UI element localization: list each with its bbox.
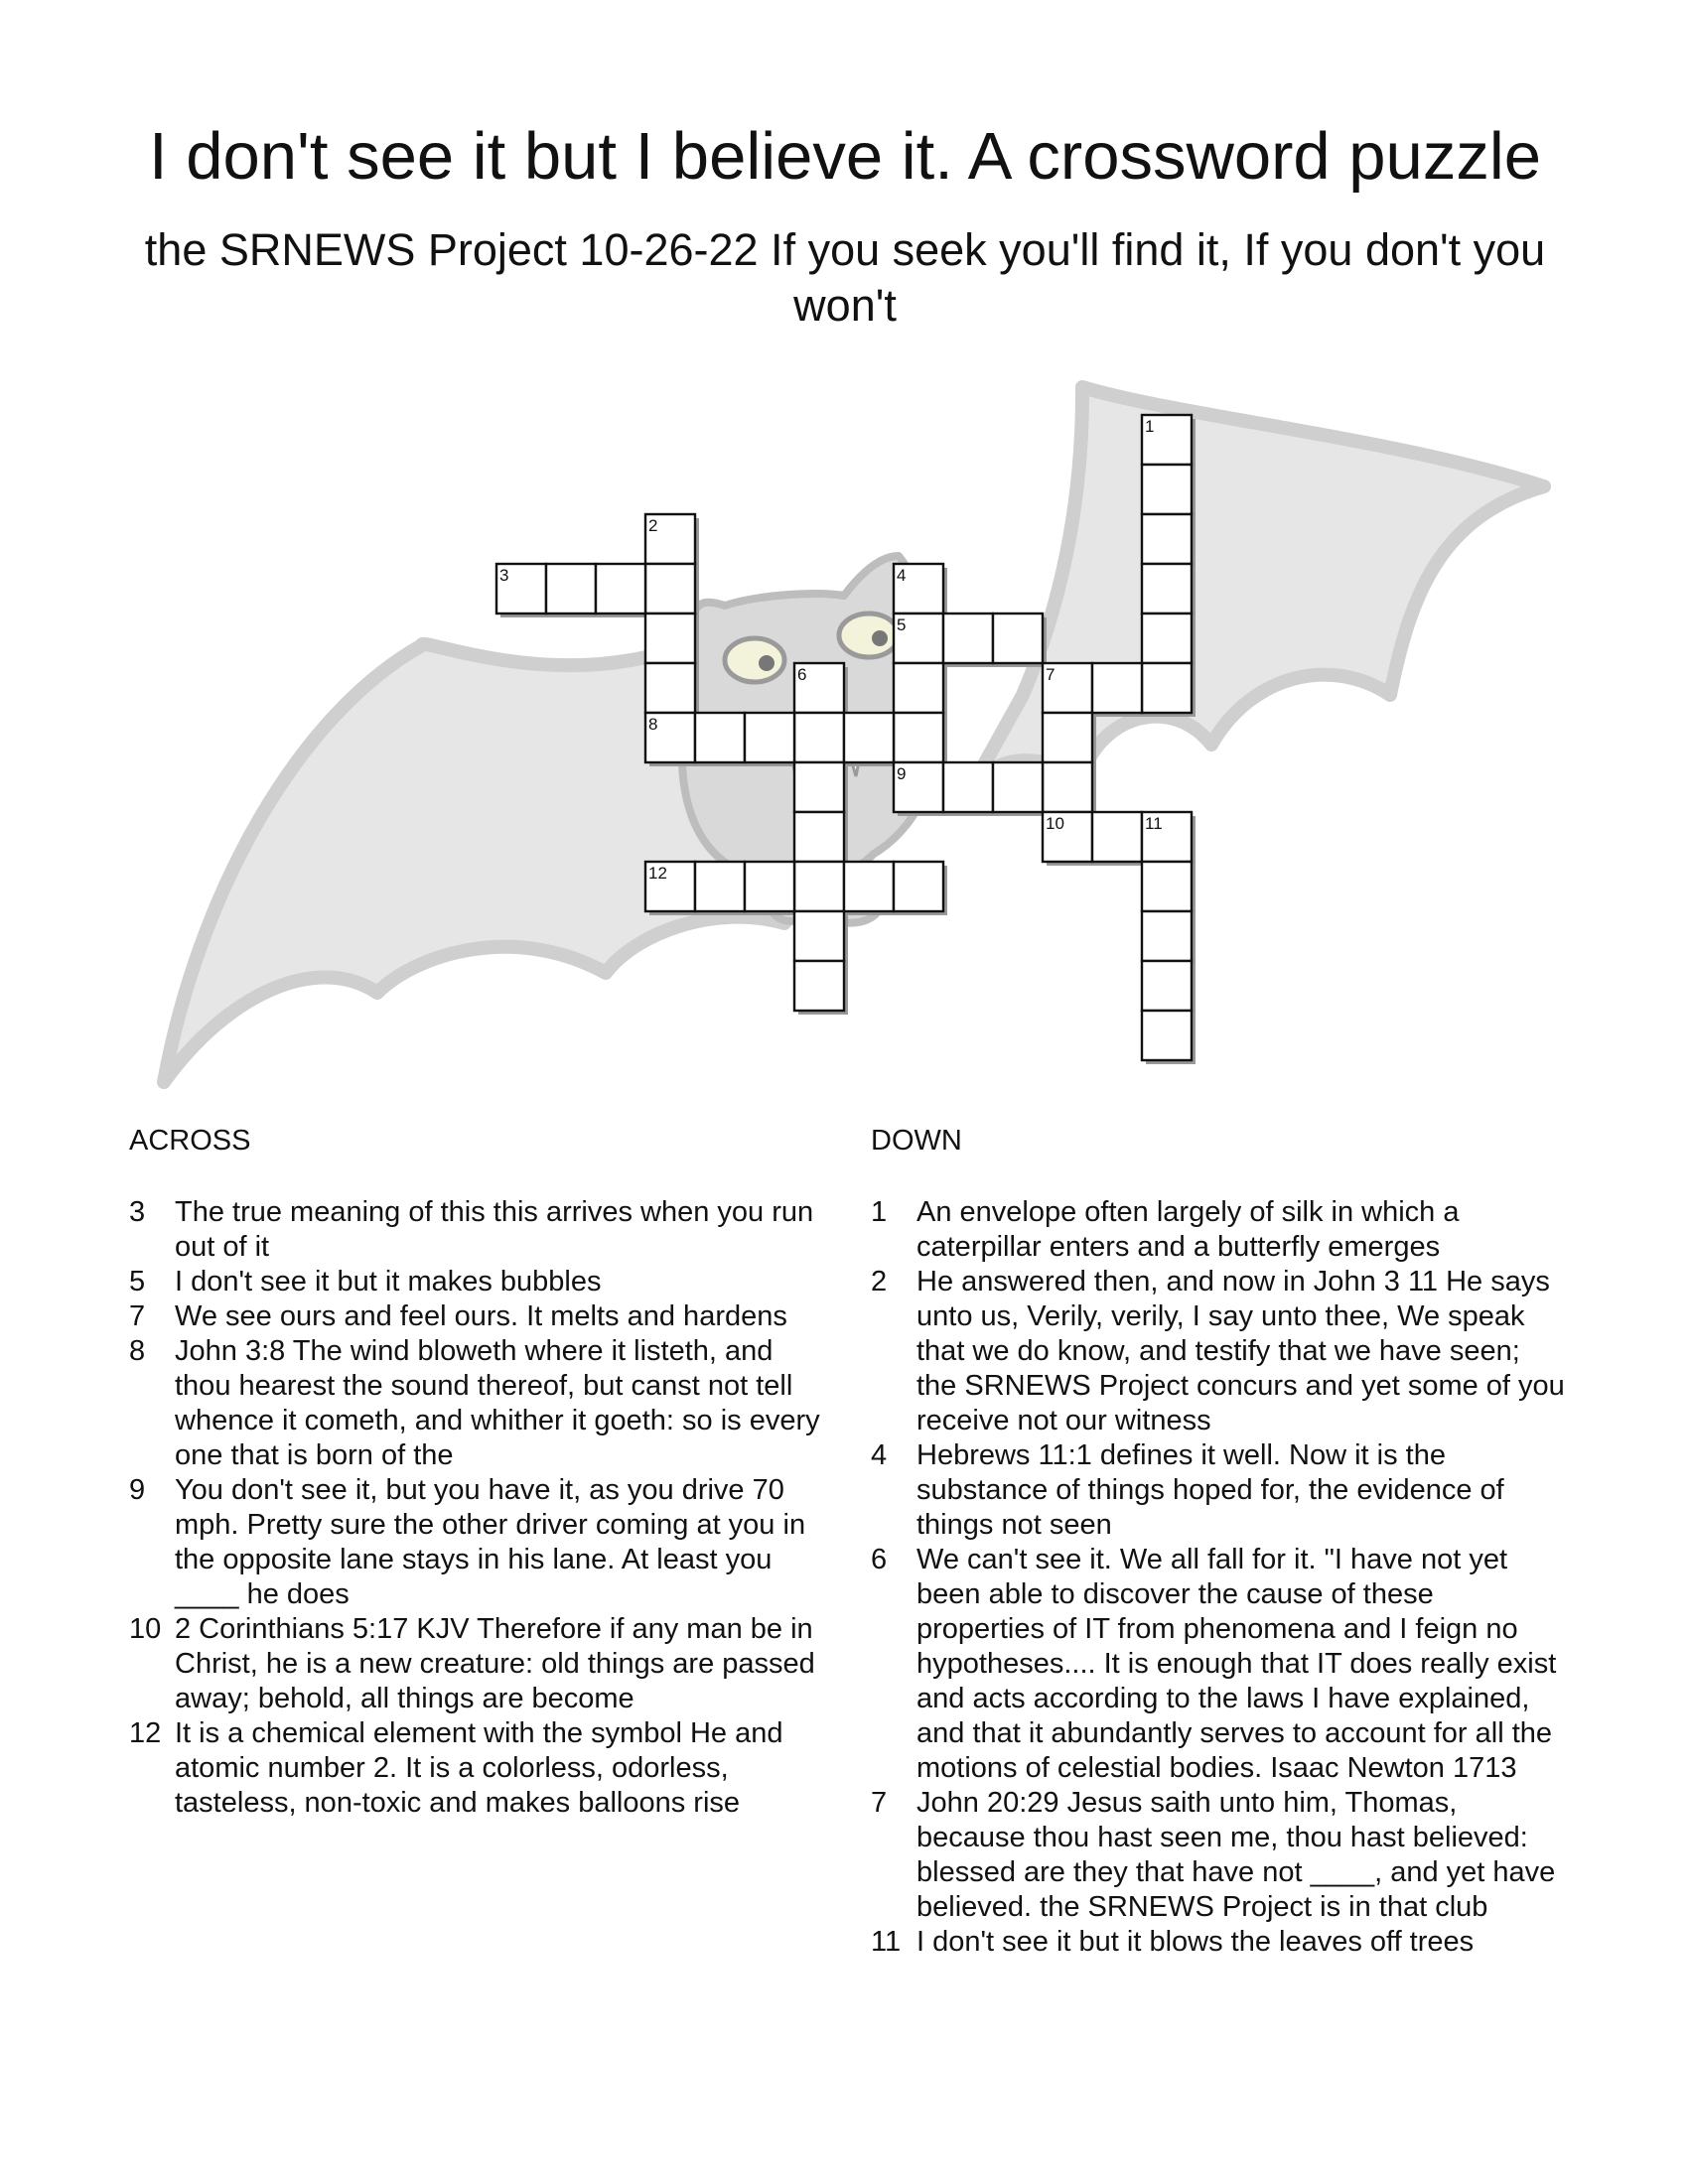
clue-text: He answered then, and now in John 3 11 He says unto us, Verily, verily, I say unto thee, We speak that we do know, and testify that we have seen; the SRNEWS Project concurs and yet some of you receive not our witness	[916, 1266, 1565, 1436]
grid-cell[interactable]	[894, 862, 943, 911]
clue-number: 5	[129, 1266, 146, 1297]
grid-cell-number: 8	[648, 715, 658, 734]
clue-text: We see ours and feel ours. It melts and hardens	[175, 1300, 787, 1332]
clue-number: 2	[871, 1266, 888, 1297]
across-clue	[129, 1195, 824, 1265]
across-clue	[129, 1299, 824, 1334]
grid-cell[interactable]	[794, 762, 844, 812]
grid-cell[interactable]	[894, 663, 943, 713]
grid-cell-number: 11	[1145, 814, 1163, 833]
grid-cell[interactable]	[1142, 1011, 1192, 1060]
clue-text: An envelope often largely of silk in which a caterpillar enters and a butterfly emerges	[916, 1196, 1460, 1263]
grid-cell-number: 9	[897, 764, 907, 783]
clue-number: 6	[871, 1544, 888, 1575]
grid-cell[interactable]	[794, 713, 844, 762]
grid-cell-number: 7	[1046, 665, 1056, 684]
across-heading: ACROSS	[129, 1125, 251, 1157]
grid-cell[interactable]	[1142, 862, 1192, 911]
clue-text: We can't see it. We all fall for it. "I have not yet been able to discover the cause of these properties of IT from phenomena and I feign no hypotheses.... It is enough that IT does really exist and acts according to the laws I have explained, and that it abundantly serves to account for all the motions of celestial bodies. Isaac Newton 1713	[916, 1544, 1557, 1784]
clue-text: The true meaning of this this arrives when you run out of it	[175, 1196, 814, 1263]
grid-cell[interactable]	[695, 862, 745, 911]
grid-cell[interactable]	[794, 961, 844, 1011]
clue-text: I don't see it but it makes bubbles	[175, 1266, 602, 1297]
grid-cell[interactable]	[794, 812, 844, 862]
across-clue	[129, 1716, 824, 1821]
clue-number: 4	[871, 1439, 888, 1471]
grid-cell-number: 3	[499, 566, 509, 585]
puzzle-title: I don't see it but I believe it. A crossword puzzle	[149, 119, 1541, 194]
grid-cell[interactable]	[1142, 961, 1192, 1011]
clue-text: 2 Corinthians 5:17 KJV Therefore if any man be in Christ, he is a new creature: old things are passed away; behold, all things are become	[175, 1613, 815, 1714]
grid-cell[interactable]	[596, 564, 645, 614]
down-clue	[871, 1925, 1566, 1960]
grid-cell-number: 4	[897, 566, 907, 585]
grid-cell[interactable]	[695, 713, 745, 762]
across-clue	[129, 1265, 824, 1299]
down-clue	[871, 1265, 1566, 1438]
grid-cell[interactable]	[546, 564, 596, 614]
across-clue	[129, 1612, 824, 1716]
grid-cell[interactable]	[1142, 663, 1192, 713]
across-clue	[129, 1473, 824, 1612]
down-heading: DOWN	[871, 1125, 962, 1157]
grid-cell[interactable]	[894, 713, 943, 762]
grid-cell[interactable]	[1092, 663, 1142, 713]
grid-cell[interactable]	[993, 614, 1043, 663]
grid-cell-number: 1	[1145, 417, 1155, 436]
grid-cell[interactable]	[745, 862, 794, 911]
grid-cell[interactable]	[844, 713, 894, 762]
grid-cell[interactable]	[1142, 514, 1192, 564]
clue-text: I don't see it but it blows the leaves off trees	[916, 1926, 1475, 1958]
grid-cell[interactable]	[943, 614, 993, 663]
across-clue	[129, 1334, 824, 1473]
clue-number: 12	[129, 1717, 162, 1749]
down-clues	[871, 1124, 1566, 1960]
grid-cell[interactable]	[645, 663, 695, 713]
grid-cell[interactable]	[645, 564, 695, 614]
down-clue	[871, 1195, 1566, 1265]
across-clue-list	[129, 1195, 824, 1821]
puzzle-subtitle: the SRNEWS Project 10-26-22 If you seek you'll find it, If you don't you won't	[144, 224, 1546, 331]
clue-number: 11	[871, 1926, 902, 1958]
clue-number: 3	[129, 1196, 146, 1228]
grid-cell[interactable]	[1043, 762, 1092, 812]
grid-cell[interactable]	[844, 862, 894, 911]
grid-cell-number: 5	[897, 615, 907, 634]
grid-cell[interactable]	[1142, 614, 1192, 663]
clue-text: You don't see it, but you have it, as you drive 70 mph. Pretty sure the other driver coming at you in the opposite lane stays in his lane. At least you ____ he does	[175, 1474, 806, 1610]
clue-text: It is a chemical element with the symbol He and atomic number 2. It is a colorless, odorless, tasteless, non-toxic and makes balloons rise	[175, 1717, 783, 1819]
clue-number: 7	[871, 1787, 888, 1819]
clue-number: 9	[129, 1474, 146, 1506]
down-clue-list	[871, 1195, 1566, 1960]
clue-number: 8	[129, 1335, 146, 1367]
clue-number: 1	[871, 1196, 888, 1228]
grid-cell[interactable]	[794, 862, 844, 911]
clue-number: 7	[129, 1300, 146, 1332]
grid-cell-number: 6	[797, 665, 807, 684]
grid-cell[interactable]	[1142, 911, 1192, 961]
grid-cell[interactable]	[1092, 812, 1142, 862]
grid-cell-number: 2	[648, 516, 658, 535]
grid-cell[interactable]	[993, 762, 1043, 812]
clue-text: John 20:29 Jesus saith unto him, Thomas, because thou hast seen me, thou hast believed: blessed are they that have not ____, and yet have believed. the SRNEWS Project is in that club	[916, 1787, 1556, 1923]
clue-text: Hebrews 11:1 defines it well. Now it is the substance of things hoped for, the evidence of things not seen	[916, 1439, 1504, 1541]
grid-cell[interactable]	[1142, 564, 1192, 614]
grid-cell[interactable]	[1043, 713, 1092, 762]
clue-text: John 3:8 The wind bloweth where it listeth, and thou hearest the sound thereof, but canst not tell whence it cometh, and whither it goeth: so is every one that is born of the	[175, 1335, 820, 1471]
down-clue	[871, 1438, 1566, 1543]
grid-cell[interactable]	[745, 713, 794, 762]
clue-number: 10	[129, 1613, 162, 1645]
grid-cell[interactable]	[645, 614, 695, 663]
down-clue	[871, 1543, 1566, 1786]
grid-cell-number: 12	[648, 864, 667, 883]
grid-cell-number: 10	[1046, 814, 1064, 833]
grid-cell[interactable]	[943, 762, 993, 812]
across-clues	[129, 1124, 824, 1821]
grid-cell[interactable]	[794, 911, 844, 961]
down-clue	[871, 1786, 1566, 1925]
grid-cell[interactable]	[1142, 465, 1192, 514]
